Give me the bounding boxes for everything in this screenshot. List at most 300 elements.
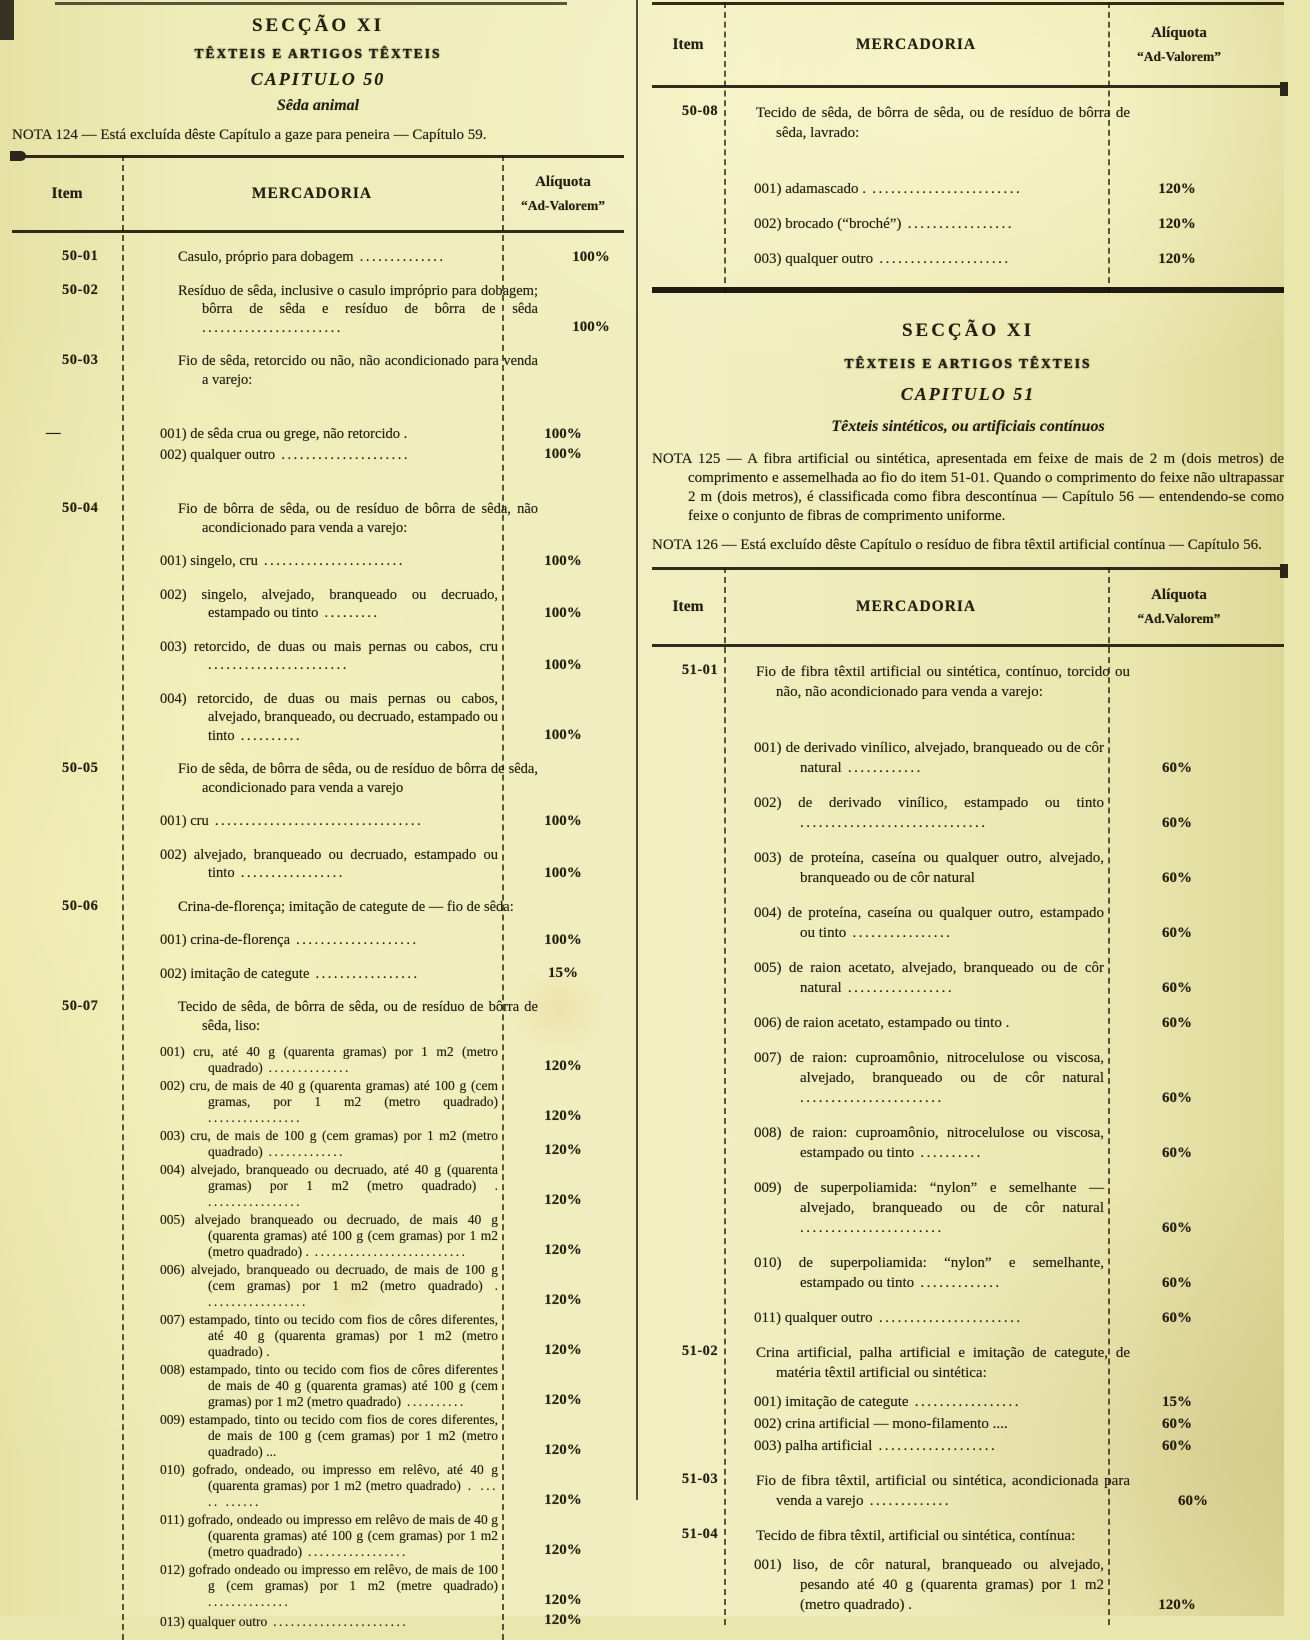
mercadoria-text: 001) de derivado vinílico, alvejado, branqueado ou de côr natural ............	[754, 740, 1104, 776]
leader-dots: . ... .. ......	[208, 1478, 499, 1509]
item-code: 51-03	[681, 1471, 719, 1487]
aliquota-value: 100%	[544, 425, 582, 442]
item-code: 50-08	[681, 103, 719, 119]
mercadoria-text: 011) qualquer outro .......................	[754, 1310, 1023, 1326]
table-rule-vertical	[724, 567, 726, 1625]
leader-dots: .......................	[872, 1310, 1023, 1326]
aliquota-value	[542, 1034, 664, 1035]
table-row	[652, 1392, 1284, 1412]
aliquota-value: 120%	[1158, 181, 1196, 197]
aliquota-value: 120%	[544, 1342, 582, 1358]
mercadoria-text: Fio de bôrra de sêda, ou de resíduo de bôrra de sêda, não acondicionado para venda a varejo:	[178, 501, 538, 536]
table-row	[12, 1412, 624, 1460]
aliquota-value: 120%	[544, 1492, 582, 1508]
table-row	[12, 638, 624, 675]
sub-item-number: 007)	[754, 1050, 790, 1066]
section-title: SECÇÃO XI	[901, 320, 1035, 341]
mercadoria-text: 010) de superpoliamida: “nylon” e semelhante, estampado ou tinto .............	[754, 1255, 1104, 1291]
leader-dots: ..................................	[208, 813, 424, 829]
aliquota-value: 60%	[1162, 760, 1192, 776]
aliquota-label: Alíquota	[1151, 25, 1207, 41]
leader-dots: .................	[234, 865, 345, 881]
sub-item-number: 002)	[160, 1078, 190, 1093]
mercadoria-text: 001) singelo, cru .......................	[160, 553, 405, 569]
item-code: 50-02	[62, 281, 99, 298]
mercadoria-text: Tecido de sêda, de bôrra de sêda, ou de resíduo de bôrra de sêda, liso:	[178, 999, 538, 1034]
leader-dots: ...................	[872, 1438, 998, 1454]
column-divider-rule	[636, 0, 638, 1500]
sub-item-number: 002)	[754, 795, 799, 811]
table-rule-vertical	[502, 155, 504, 1640]
sub-item-number: 005)	[754, 960, 789, 976]
table-row	[652, 179, 1284, 199]
sub-item-number: 009)	[754, 1180, 795, 1196]
mercadoria-text: 002) alvejado, branqueado ou decruado, estampado ou tinto .................	[160, 846, 498, 881]
leader-dots: ..............	[353, 249, 446, 265]
aliquota-value: 120%	[544, 1142, 582, 1158]
mercadoria-text: 007) de raion: cuproamônio, nitrocelulose ou viscosa, alvejado, branqueado ou de côr natural .......................	[754, 1050, 1104, 1106]
aliquota-value	[542, 915, 664, 916]
leader-dots: ....................	[290, 932, 419, 948]
aliquota-value: 15%	[548, 965, 578, 981]
aliquota-value: 120%	[544, 1392, 582, 1408]
table-row	[12, 425, 624, 444]
table-row	[652, 1178, 1284, 1238]
table-row	[12, 931, 624, 950]
column-header-mercadoria: MERCADORIA	[855, 36, 977, 53]
sub-item-number: 004)	[754, 905, 788, 921]
mercadoria-text: Fio de fibra têxtil artificial ou sintética, contínuo, torcido ou não, não acondicionado para venda a varejo:	[756, 664, 1130, 700]
table-row	[652, 958, 1284, 998]
aliquota-value: 60%	[1162, 870, 1192, 886]
table-row	[12, 500, 624, 537]
mercadoria-text: 001) adamascado . ........................	[754, 181, 1023, 197]
column-header-item: Item	[672, 36, 704, 53]
item-code: 50-01	[62, 248, 99, 264]
aliquota-value: 100%	[544, 864, 582, 881]
table-row	[652, 1414, 1284, 1434]
aliquota-value	[1134, 1382, 1310, 1383]
nota-126: NOTA 126 — Está excluído dêste Capítulo o resíduo de fibra têxtil artificial contínua — Capítulo 56.	[652, 537, 1262, 553]
table-row	[12, 846, 624, 883]
table-header-rule	[652, 644, 1284, 647]
chapter-subject: Têxteis sintéticos, ou artificiais contínuos	[831, 418, 1105, 435]
item-code: 50-03	[62, 352, 99, 368]
table-row	[652, 903, 1284, 943]
aliquota-value	[542, 388, 664, 389]
sub-item-number: 002)	[754, 1416, 786, 1432]
aliquota-value: 60%	[1162, 1438, 1192, 1454]
leader-dots: ..........	[401, 1394, 466, 1409]
sub-item-number: 009)	[160, 1412, 190, 1427]
leader-dots: .................	[901, 216, 1014, 232]
leader-dots: .............	[863, 1493, 951, 1509]
aliquota-label: Alíquota	[535, 174, 591, 190]
table-row	[652, 848, 1284, 888]
column-header-aliquota	[1108, 23, 1284, 67]
table-row	[652, 1048, 1284, 1108]
table-row	[12, 446, 624, 465]
mercadoria-text: Tecido de fibra têxtil, artificial ou sintética, contínua:	[756, 1528, 1076, 1544]
mercadoria-text: 003) qualquer outro .....................	[754, 251, 1011, 267]
item-code: 50-07	[62, 998, 99, 1014]
mercadoria-text: 002) singelo, alvejado, branqueado ou decruado, estampado ou tinto .........	[160, 586, 498, 621]
sub-item-number: 002)	[160, 586, 202, 603]
table-row	[12, 1162, 624, 1210]
tariff-table-right-top	[652, 2, 1284, 293]
leader-dots: ................	[208, 1110, 302, 1125]
chapter-title: CAPITULO 50	[250, 69, 386, 89]
table-row	[652, 1471, 1284, 1511]
mercadoria-text: 010) gofrado, ondeado, ou impresso em relêvo, até 40 g (quarenta gramas) por 1 m2 (metro quadrado) . ... .. ......	[160, 1462, 499, 1509]
nota-124: NOTA 124 — Está excluída dêste Capítulo a gaze para peneira — Capítulo 59.	[12, 127, 487, 143]
table-header-rule	[12, 230, 624, 233]
table-row	[12, 1044, 624, 1076]
table-row	[652, 1343, 1284, 1383]
leader-dots: .........	[318, 605, 380, 621]
mercadoria-text: 004) de proteína, caseína ou qualquer outro, estampado ou tinto ................	[754, 905, 1104, 941]
table-row	[12, 1262, 624, 1310]
table-row	[12, 760, 624, 797]
mercadoria-text: Fio de fibra têxtil, artificial ou sintética, acondicionada para venda a varejo .............	[756, 1473, 1130, 1509]
sub-item-number: 001)	[754, 1394, 786, 1410]
aliquota-value: 120%	[544, 1612, 582, 1628]
aliquota-value: 100%	[572, 248, 610, 265]
mercadoria-text: Crina artificial, palha artificial e imitação de categute, de matéria têxtil artificial ou sintética:	[756, 1345, 1130, 1381]
mercadoria-text: 004) alvejado, branqueado ou decruado, até 40 g (quarenta gramas) por 1 m2 (metro quadrado) . ................	[160, 1162, 498, 1209]
sub-item-number: 002)	[160, 846, 194, 863]
ad-valorem-label: “Ad.Valorem”	[1137, 611, 1221, 626]
table-header-rule	[652, 85, 1284, 88]
sub-item-number: 001)	[754, 740, 786, 756]
right-column	[652, 0, 1284, 1625]
leader-dots: .......................	[800, 1220, 944, 1236]
leader-dots: .................	[302, 1544, 408, 1559]
table-row	[652, 1308, 1284, 1328]
sub-item-number: 004)	[160, 690, 198, 707]
column-header-aliquota	[1108, 585, 1284, 629]
sub-item-number: 001)	[160, 1044, 194, 1059]
leader-dots: .................	[208, 1294, 308, 1309]
left-column	[12, 6, 624, 1640]
sub-item-number: 010)	[160, 1462, 193, 1477]
table-row	[652, 738, 1284, 778]
aliquota-value: 100%	[544, 812, 582, 829]
mercadoria-text: 004) retorcido, de duas ou mais pernas ou cabos, alvejado, branqueado, ou decruado, estampado ou tinto ..........	[160, 690, 498, 744]
leader-dots: .......................	[800, 1090, 944, 1106]
mercadoria-text: 013) qualquer outro .......................	[160, 1614, 409, 1629]
aliquota-value: 120%	[544, 1058, 582, 1074]
mercadoria-text: 001) liso, de côr natural, branqueado ou alvejado, pesando até 40 g (quarenta gramas) por 1 m2 (metro quadrado) .	[754, 1557, 1105, 1613]
mercadoria-text: 002) de derivado vinílico, estampado ou tinto ..............................	[754, 795, 1104, 831]
mercadoria-text: 002) qualquer outro .....................	[160, 446, 410, 463]
table-top-rule	[12, 155, 624, 158]
mercadoria-text: 009) estampado, tinto ou tecido com fios de cores diferentes, de mais de 100 g (cem gramas) por 1 m2 (metro quadrado) ...	[160, 1412, 498, 1459]
aliquota-value: 100%	[544, 604, 582, 621]
aliquota-value: 120%	[1158, 251, 1196, 267]
sub-item-number: 008)	[160, 1362, 190, 1377]
scan-artifact	[10, 151, 26, 161]
mercadoria-text: 005) alvejado branqueado ou decruado, de mais 40 g (quarenta gramas) até 100 g (cem gramas) por 1 m2 (metro quadrado) . ..........................	[160, 1212, 498, 1259]
leader-dots: .................	[841, 980, 955, 996]
aliquota-value: 60%	[1162, 1275, 1192, 1291]
leader-dots: .......................	[257, 553, 405, 569]
mercadoria-text: 001) crina-de-florença ....................	[160, 932, 419, 948]
table-row	[12, 352, 624, 389]
sub-item-number: 008)	[754, 1125, 790, 1141]
item-code: 50-05	[62, 760, 99, 776]
table-row	[652, 1436, 1284, 1456]
table-row	[12, 282, 624, 338]
mercadoria-text: 003) palha artificial ...................	[754, 1438, 998, 1454]
table-row	[652, 662, 1284, 702]
table-bottom-rule	[652, 287, 1284, 293]
aliquota-value: 60%	[1178, 1493, 1208, 1509]
mercadoria-text: 007) estampado, tinto ou tecido com fios de côres diferentes, até 40 g (quarenta gramas) por 1 m2 (metro quadrado) .	[160, 1312, 498, 1359]
aliquota-value: 120%	[544, 1542, 582, 1558]
table-row	[652, 1555, 1284, 1615]
table-row	[652, 103, 1284, 143]
mercadoria-text: 006) alvejado, branqueado ou decruado, de mais de 100 g (cem gramas) por 1 m2 (metro quadrado) . .................	[160, 1262, 498, 1309]
aliquota-value: 120%	[544, 1242, 582, 1258]
aliquota-value: 15%	[1162, 1394, 1192, 1410]
table-row	[12, 898, 624, 917]
leader-dots: ................	[846, 925, 953, 941]
mercadoria-text: Tecido de sêda, de bôrra de sêda, ou de resíduo de bôrra de sêda, lavrado:	[756, 105, 1130, 141]
mercadoria-text: 008) estampado, tinto ou tecido com fios de côres diferentes de mais de 40 g (quarenta gramas) até 100 g (cem gramas) por 1 m2 (metro quadrado) ..........	[160, 1362, 498, 1409]
table-header-row	[652, 5, 1284, 85]
table-row	[12, 690, 624, 746]
sub-item-number: 012)	[160, 1562, 189, 1577]
scan-artifact	[1280, 82, 1288, 96]
leader-dots: ..........	[914, 1145, 983, 1161]
item-code: —	[46, 425, 61, 441]
mercadoria-text: 003) retorcido, de duas ou mais pernas ou cabos, cru .......................	[160, 638, 498, 673]
sub-item-number: 006)	[160, 1262, 192, 1277]
leader-dots: ..............	[262, 1060, 351, 1075]
table-top-rule	[652, 2, 1284, 5]
table-top-rule	[652, 567, 1284, 570]
table-row	[12, 1212, 624, 1260]
aliquota-value: 60%	[1162, 815, 1192, 831]
aliquota-value: 100%	[544, 727, 582, 743]
sub-item-number: 007)	[160, 1312, 190, 1327]
aliquota-value: 100%	[572, 319, 610, 335]
leader-dots: .............	[914, 1275, 1002, 1291]
table-row	[652, 214, 1284, 234]
table-row	[12, 998, 624, 1035]
sub-item-number: 010)	[754, 1255, 799, 1271]
mercadoria-text: 003) cru, de mais de 100 g (cem gramas) por 1 m2 (metro quadrado) .............	[160, 1128, 498, 1159]
aliquota-value: 120%	[544, 1442, 582, 1458]
mercadoria-text: Crina-de-florença; imitação de categute de — fio de sêda:	[178, 898, 514, 915]
tariff-table-left	[12, 155, 624, 1640]
table-header-row	[12, 158, 624, 230]
leader-dots: .................	[309, 965, 420, 982]
mercadoria-text: 001) cru ..................................	[160, 813, 424, 829]
table-header-row	[652, 570, 1284, 644]
sub-item-number: 003)	[160, 638, 194, 655]
leader-dots: .......................	[208, 657, 349, 673]
table-rule-vertical	[1108, 567, 1110, 1625]
sub-item-number: 004)	[160, 1162, 191, 1177]
aliquota-value: 60%	[1162, 1220, 1192, 1236]
mercadoria-text: 002) imitação de categute .................	[160, 965, 420, 982]
table-row	[12, 1128, 624, 1160]
table-row	[12, 1312, 624, 1360]
aliquota-value	[542, 796, 664, 797]
table-row	[652, 1123, 1284, 1163]
leader-dots: ..............................	[800, 815, 988, 831]
aliquota-value: 100%	[544, 931, 582, 948]
item-code: 51-01	[681, 662, 719, 678]
nota-125: NOTA 125 — A fibra artificial ou sintética, apresentada em feixe de mais de 2 m (dois metros) de comprimento e assemelhada ao fio do item 51-01. Quando o comprimento do feixe não ultrapassar 2 m (dois metros), é classificada como fibra descontínua — Capítulo 56 — entendendo-se como feixe o conjunto de fibras de comprimento uniforme.	[652, 451, 1284, 524]
table-row	[12, 248, 624, 267]
aliquota-value: 120%	[544, 1592, 582, 1608]
table-row	[652, 793, 1284, 833]
leader-dots: .............	[262, 1144, 345, 1159]
sub-item-number: 002)	[754, 216, 786, 232]
aliquota-value: 60%	[1162, 1416, 1192, 1432]
sub-item-number: 001)	[754, 181, 786, 197]
table-row	[12, 1612, 624, 1630]
sub-item-number: 013)	[160, 1614, 189, 1629]
column-header-item: Item	[672, 598, 704, 615]
aliquota-value: 120%	[1158, 1597, 1196, 1613]
sub-item-number: 001)	[160, 553, 191, 569]
table-row	[12, 1512, 624, 1560]
sub-item-number: 002)	[160, 446, 191, 463]
sub-item-number: 003)	[754, 850, 790, 866]
ad-valorem-label: “Ad-Valorem”	[1137, 49, 1221, 64]
table-row	[12, 1462, 624, 1510]
table-row	[12, 552, 624, 571]
mercadoria-text: Fio de sêda, de bôrra de sêda, ou de resíduo de bôrra de sêda, acondicionado para venda a varejo	[178, 761, 538, 796]
leader-dots: ..............	[208, 1594, 291, 1609]
leader-dots: .................	[908, 1394, 1022, 1410]
column-header-mercadoria: MERCADORIA	[251, 185, 373, 202]
aliquota-value	[1134, 701, 1310, 702]
mercadoria-text: 008) de raion: cuproamônio, nitrocelulose ou viscosa, estampado ou tinto ..........	[754, 1125, 1104, 1161]
leader-dots: ................	[208, 1194, 302, 1209]
table-row	[652, 1013, 1284, 1033]
table-row	[12, 812, 624, 831]
mercadoria-text: 011) gofrado, ondeado ou impresso em relêvo de mais de 40 g (quarenta gramas) até 100 g (cem gramas) por 1 m2 (metro quadrado) .................	[160, 1512, 499, 1559]
mercadoria-text: 001) imitação de categute .................	[754, 1394, 1022, 1410]
sub-item-number: 006)	[754, 1015, 786, 1031]
table-row	[652, 1253, 1284, 1293]
aliquota-value	[1134, 142, 1310, 143]
aliquota-value: 60%	[1162, 1015, 1192, 1031]
aliquota-value: 60%	[1162, 1310, 1192, 1326]
leader-dots: .....................	[275, 446, 410, 463]
aliquota-value: 120%	[1158, 216, 1196, 232]
sub-item-number: 001)	[160, 813, 191, 829]
column-header-mercadoria: MERCADORIA	[855, 598, 977, 615]
sub-item-number: 002)	[160, 965, 191, 982]
column-header-aliquota	[502, 172, 624, 216]
table-row	[652, 249, 1284, 269]
mercadoria-text: 002) crina artificial — mono-filamento ....	[754, 1416, 1008, 1432]
sub-item-number: 005)	[160, 1212, 195, 1227]
aliquota-value: 100%	[544, 656, 582, 673]
mercadoria-text: Resíduo de sêda, inclusive o casulo impróprio para dobagem; bôrra de sêda e resíduo de bôrra de sêda .......................	[178, 282, 538, 336]
table-row	[12, 586, 624, 623]
mercadoria-text: 012) gofrado ondeado ou impresso em relêvo, de mais de 100 g (cem gramas) por 1 m2 (metre quadrado) ..............	[160, 1562, 498, 1609]
leader-dots: .....................	[873, 251, 1011, 267]
mercadoria-text: 002) brocado (“broché”) .................	[754, 216, 1014, 232]
table-row	[12, 965, 624, 984]
section-subtitle: TÊXTEIS E ARTIGOS TÊXTEIS	[844, 356, 1092, 371]
mercadoria-text: 001) cru, até 40 g (quarenta gramas) por 1 m2 (metro quadrado) ..............	[160, 1044, 498, 1075]
mercadoria-text: 009) de superpoliamida: “nylon” e semelhante — alvejado, branqueado ou de côr natural .......................	[754, 1180, 1104, 1236]
ad-valorem-label: “Ad-Valorem”	[521, 198, 605, 213]
chapter-title: CAPITULO 51	[900, 384, 1036, 404]
aliquota-value: 60%	[1162, 980, 1192, 996]
table-body	[652, 103, 1284, 287]
table-body	[12, 248, 624, 1640]
aliquota-label: Alíquota	[1151, 587, 1207, 603]
column-header-item: Item	[51, 185, 83, 202]
table-row	[652, 1526, 1284, 1546]
table-rule-vertical	[122, 155, 124, 1640]
item-code: 50-06	[62, 897, 99, 914]
sub-item-number: 003)	[160, 1128, 191, 1143]
aliquota-value: 120%	[544, 1108, 582, 1124]
table-body	[652, 662, 1284, 1625]
leader-dots: ..........................	[308, 1244, 468, 1259]
section-subtitle: TÊXTEIS E ARTIGOS TÊXTEIS	[194, 46, 442, 61]
aliquota-value	[542, 536, 664, 537]
mercadoria-text: 002) cru, de mais de 40 g (quarenta gramas) até 100 g (cem gramas, por 1 m2 (metro quadrado) ................	[160, 1078, 498, 1125]
table-rule-vertical	[1108, 2, 1110, 293]
aliquota-value: 100%	[544, 446, 582, 462]
mercadoria-text: Fio de sêda, retorcido ou não, não acondicionado para venda a varejo:	[178, 353, 538, 388]
aliquota-value: 100%	[544, 552, 582, 569]
leader-dots: ............	[841, 760, 923, 776]
sub-item-number: 003)	[754, 251, 786, 267]
sub-item-number: 011)	[160, 1512, 188, 1527]
table-rule-vertical	[724, 2, 726, 293]
leader-dots: ..........	[234, 727, 302, 744]
sub-item-number: 001)	[160, 932, 191, 948]
item-code: 51-02	[681, 1343, 719, 1359]
sub-item-number: 001)	[754, 1557, 793, 1573]
scan-artifact	[1280, 564, 1288, 578]
mercadoria-text: 003) de proteína, caseína ou qualquer outro, alvejado, branqueado ou de côr natural	[754, 850, 1105, 886]
mercadoria-text: Casulo, próprio para dobagem ..............	[178, 249, 446, 265]
aliquota-value: 120%	[544, 1192, 582, 1208]
section-title: SECÇÃO XI	[251, 15, 385, 36]
tariff-table-right-bottom	[652, 567, 1284, 1625]
aliquota-value: 60%	[1162, 1145, 1192, 1161]
leader-dots: ........................	[866, 181, 1023, 197]
item-code: 51-04	[681, 1526, 719, 1542]
aliquota-value: 60%	[1162, 1090, 1192, 1106]
mercadoria-text: 005) de raion acetato, alvejado, branqueado ou de côr natural .................	[754, 960, 1105, 996]
mercadoria-text: 006) de raion acetato, estampado ou tinto .	[754, 1015, 1010, 1031]
item-code: 50-04	[62, 500, 99, 516]
chapter-subject: Sêda animal	[276, 97, 360, 114]
leader-dots: .......................	[202, 319, 343, 336]
table-row	[12, 1562, 624, 1610]
sub-item-number: 001)	[160, 426, 191, 442]
aliquota-value	[1134, 1545, 1310, 1546]
aliquota-value: 120%	[544, 1292, 582, 1308]
leader-dots: .......................	[267, 1614, 409, 1629]
aliquota-value: 60%	[1162, 925, 1192, 941]
table-row	[12, 1078, 624, 1126]
